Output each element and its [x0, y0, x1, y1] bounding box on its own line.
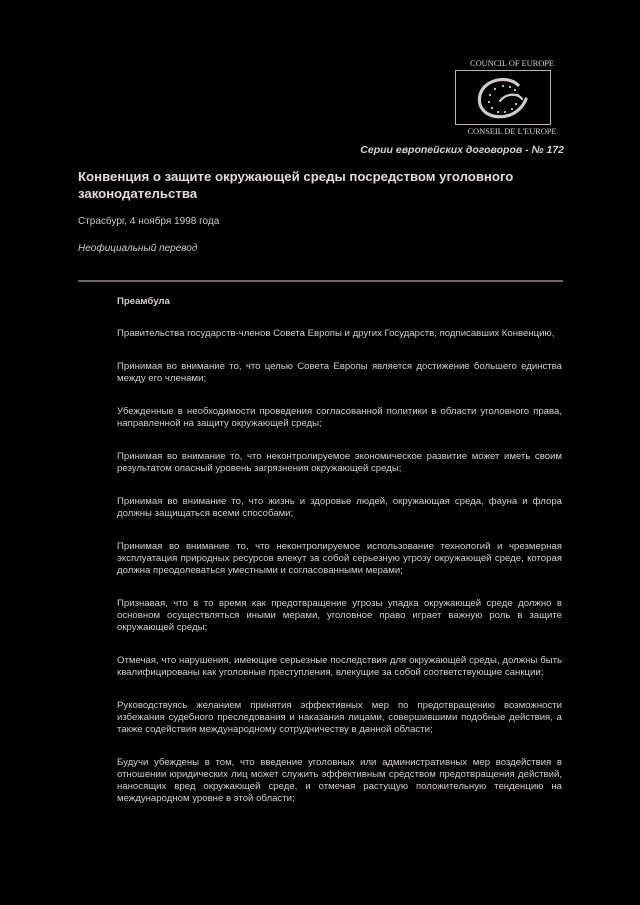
council-of-europe-logo	[452, 58, 572, 138]
place-and-date: Страсбург, 4 ноября 1998 года	[78, 216, 220, 227]
preamble-paragraph: Убежденные в необходимости проведения согласованной политики в области уголовного права, направленной на защиту окружающей среды;	[117, 406, 562, 429]
preamble-paragraph: Принимая во внимание то, что жизнь и здоровье людей, окружающая среда, фауна и флора должны защищаться всеми способами;	[117, 496, 562, 519]
preamble-paragraph: Признавая, что в то время как предотвращение угрозы упадка окружающей среде должно в основном осуществляться иными мерами, уголовное право играет важную роль в защите окружающей среды;	[117, 598, 562, 633]
logo-top-text: COUNCIL OF EUROPE	[470, 58, 554, 68]
preamble-paragraph: Принимая во внимание то, что целью Совета Европы является достижение большего единства между его членами;	[117, 361, 562, 384]
translation-note: Неофициальный перевод	[78, 243, 198, 254]
preamble-section	[117, 296, 562, 826]
document-title: Конвенция о защите окружающей среды посредством уголовного законодательства	[78, 169, 514, 201]
council-of-europe-emblem-icon	[455, 70, 551, 125]
preamble-paragraph: Принимая во внимание то, что неконтролируемое использование технологий и чрезмерная эксплуатация природных ресурсов влекут за собой серьезную угрозу окружающей среде, которая должна преодолеваться уместными и согласованными мерами;	[117, 541, 562, 576]
preamble-paragraph: Правительства государств-членов Совета Европы и других Государств, подписавших Конвенцию,	[117, 328, 555, 339]
preamble-paragraph: Принимая во внимание то, что неконтролируемое экономическое развитие может иметь своим результатом опасный уровень загрязнения окружающей среды;	[117, 451, 562, 474]
horizontal-divider	[78, 280, 563, 282]
preamble-paragraph: Отмечая, что нарушения, имеющие серьезные последствия для окружающей среды, должны быть квалифицированы как уголовные преступления, влекущие за собой соответствующие санкции;	[117, 655, 562, 678]
preamble-paragraph: Руководствуясь желанием принятия эффективных мер по предотвращению возможности избежания судебного преследования и наказания лицами, совершившими подобные действия, а также содействия международному сотрудничеству в данной области;	[117, 700, 562, 735]
preamble-heading: Преамбула	[117, 296, 170, 307]
logo-bottom-text: CONSEIL DE L'EUROPE	[467, 126, 557, 136]
preamble-paragraph: Будучи убеждены в том, что введение уголовных или административных мер воздействия в отношении юридических лиц может служить эффективным средством предотвращения действий, наносящих вред окружающей среде, и отмечая растущую положительную тенденцию на международном уровне в этой области;	[117, 757, 562, 804]
treaty-series-number: Серии европейских договоров - № 172	[360, 144, 564, 156]
